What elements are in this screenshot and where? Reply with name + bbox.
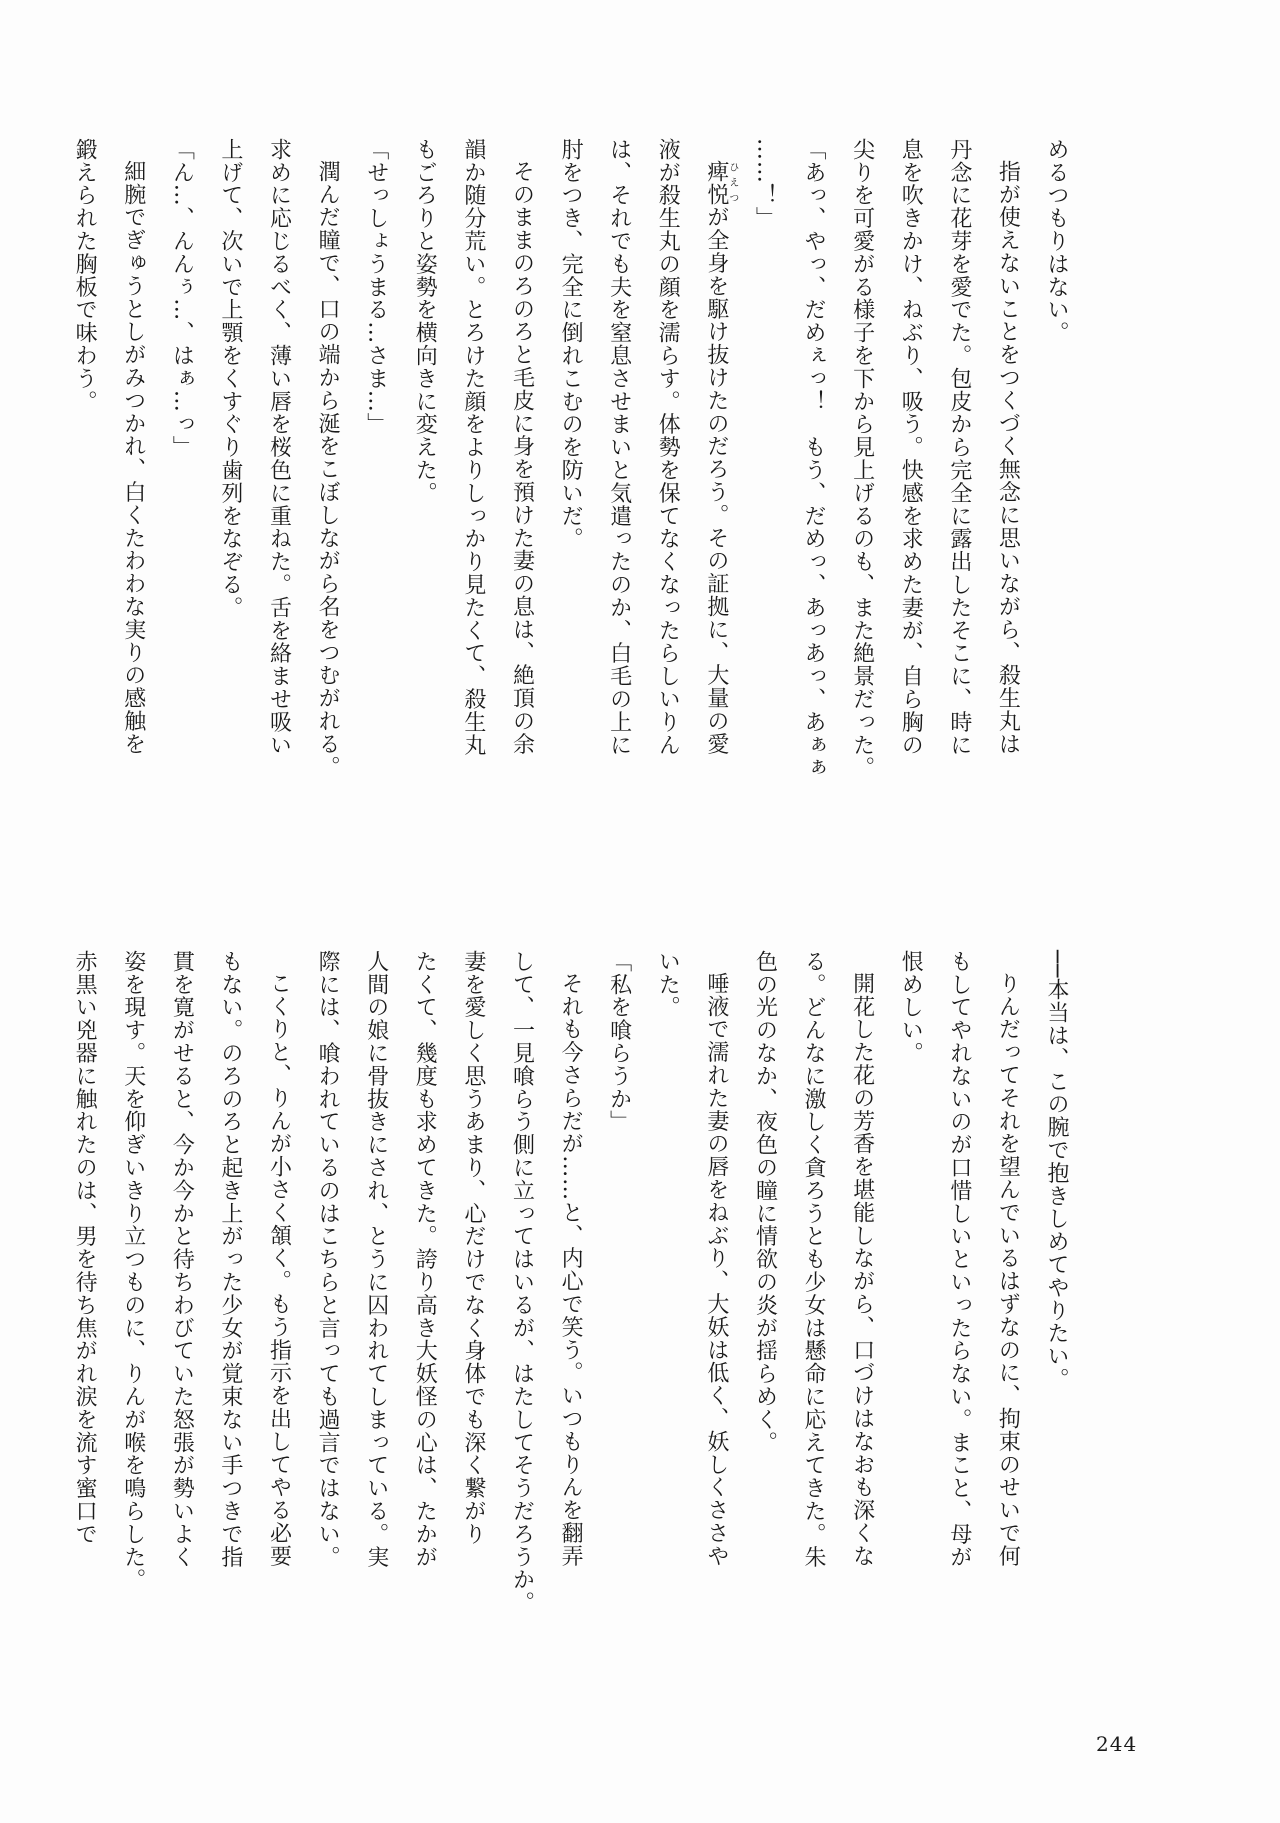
text-line: 息を吹きかけ、ねぶり、吸う。快感を求めた妻が、自ら胸の xyxy=(898,138,924,757)
text-line: 尖りを可愛がる様子を下から見上げるのも、また絶景だった。 xyxy=(849,138,875,780)
text-line: りんだってそれを望んでいるはずなのに、拘束のせいで何 xyxy=(995,972,1021,1568)
text-line: ……！」 xyxy=(752,138,778,230)
text-line: いた。 xyxy=(655,950,681,1019)
text-line: ──本当は、この腕で抱きしめてやりたい。 xyxy=(1044,950,1069,1391)
ruby-reading: ひえつ xyxy=(726,160,738,206)
text-block-top xyxy=(72,138,1080,878)
text-line: 「私を喰らうか」 xyxy=(606,950,632,1134)
text-line: る。どんなに激しく貪ろうとも少女は懸命に応えてきた。朱 xyxy=(801,950,827,1569)
text-line: 赤黒い兇器に触れたのは、男を待ち焦がれ涙を流す蜜口で xyxy=(72,950,98,1546)
text-line: 指が使えないことをつくづく無念に思いながら、殺生丸は xyxy=(995,160,1021,756)
text-line: は、それでも夫を窒息させまいと気遣ったのか、白毛の上に xyxy=(606,138,632,757)
text-line: 丹念に花芽を愛でた。包皮から完全に露出したそこに、時に xyxy=(946,138,972,757)
text-line: めるつもりはない。 xyxy=(1044,138,1069,345)
ruby-annotation xyxy=(703,160,738,206)
text-line: して、一見喰らう側に立ってはいるが、はたしてそうだろうか。 xyxy=(509,950,535,1615)
text-line: 唾液で濡れた妻の唇をねぶり、大妖は低く、妖しくささや xyxy=(703,972,729,1568)
text-line: 鍛えられた胸板で味わう。 xyxy=(72,138,98,413)
text-block-bottom xyxy=(72,950,1080,1690)
text-line: 姿を現す。天を仰ぎいきり立つものに、りんが喉を鳴らした。 xyxy=(120,950,146,1592)
text-line: こくりと、りんが小さく頷く。もう指示を出してやる必要 xyxy=(266,972,292,1568)
ruby-base: 痺悦 xyxy=(703,160,729,206)
text-line: もごろりと姿勢を横向きに変えた。 xyxy=(412,138,438,505)
text-line: 肘をつき、完全に倒れこむのを防いだ。 xyxy=(558,138,584,551)
text-line: 人間の娘に骨抜きにされ、とうに囚われてしまっている。実 xyxy=(363,950,389,1569)
text-line: それも今さらだが……と、内心で笑う。いつもりんを翻弄 xyxy=(558,972,584,1568)
text-line: もない。のろのろと起き上がった少女が覚束ない手つきで指 xyxy=(217,950,243,1569)
text-line: 潤んだ瞳で、口の端から涎をこぼしながら名をつむがれる。 xyxy=(315,160,341,779)
text-line: 「あっ、やっ、だめぇっ！ もう、だめっ、あっあっ、あぁぁ xyxy=(801,138,827,780)
text-line: たくて、幾度も求めてきた。誇り高き大妖怪の心は、たかが xyxy=(412,950,438,1569)
text-line: 韻か随分荒い。とろけた顔をよりしっかり見たくて、殺生丸 xyxy=(460,138,486,757)
text-line: 細腕でぎゅうとしがみつかれ、白くたわわな実りの感触を xyxy=(120,160,146,756)
text-line: 妻を愛しく思うあまり、心だけでなく身体でも深く繋がり xyxy=(460,950,486,1546)
text-line: 求めに応じるべく、薄い唇を桜色に重ねた。舌を絡ませ吸い xyxy=(266,138,292,757)
page-number: 244 xyxy=(1096,1732,1138,1756)
text-line: 際には、喰われているのはこちらと言っても過言ではない。 xyxy=(315,950,341,1569)
text-line: 開花した花の芳香を堪能しながら、口づけはなおも深くな xyxy=(849,972,875,1568)
text-line: 痺悦ひえつが全身を駆け抜けたのだろう。その証拠に、大量の愛 xyxy=(703,160,738,756)
text-line: 恨めしい。 xyxy=(898,950,924,1065)
text-line: 液が殺生丸の顔を濡らす。体勢を保てなくなったらしいりん xyxy=(655,138,681,757)
text-line: 貫を寛がせると、今か今かと待ちわびていた怒張が勢いよく xyxy=(169,950,195,1569)
text-line: 「せっしょうまる…さま…」 xyxy=(363,138,389,436)
text-line: 色の光のなか、夜色の瞳に情欲の炎が揺らめく。 xyxy=(752,950,778,1454)
text-line: そのままのろのろと毛皮に身を預けた妻の息は、絶頂の余 xyxy=(509,160,535,756)
text-line: 上げて、次いで上顎をくすぐり歯列をなぞる。 xyxy=(217,138,243,619)
text-line: 「ん…、んんぅ…、はぁ…っ」 xyxy=(169,138,195,459)
text-line: もしてやれないのが口惜しいといったらない。まこと、母が xyxy=(946,950,972,1569)
